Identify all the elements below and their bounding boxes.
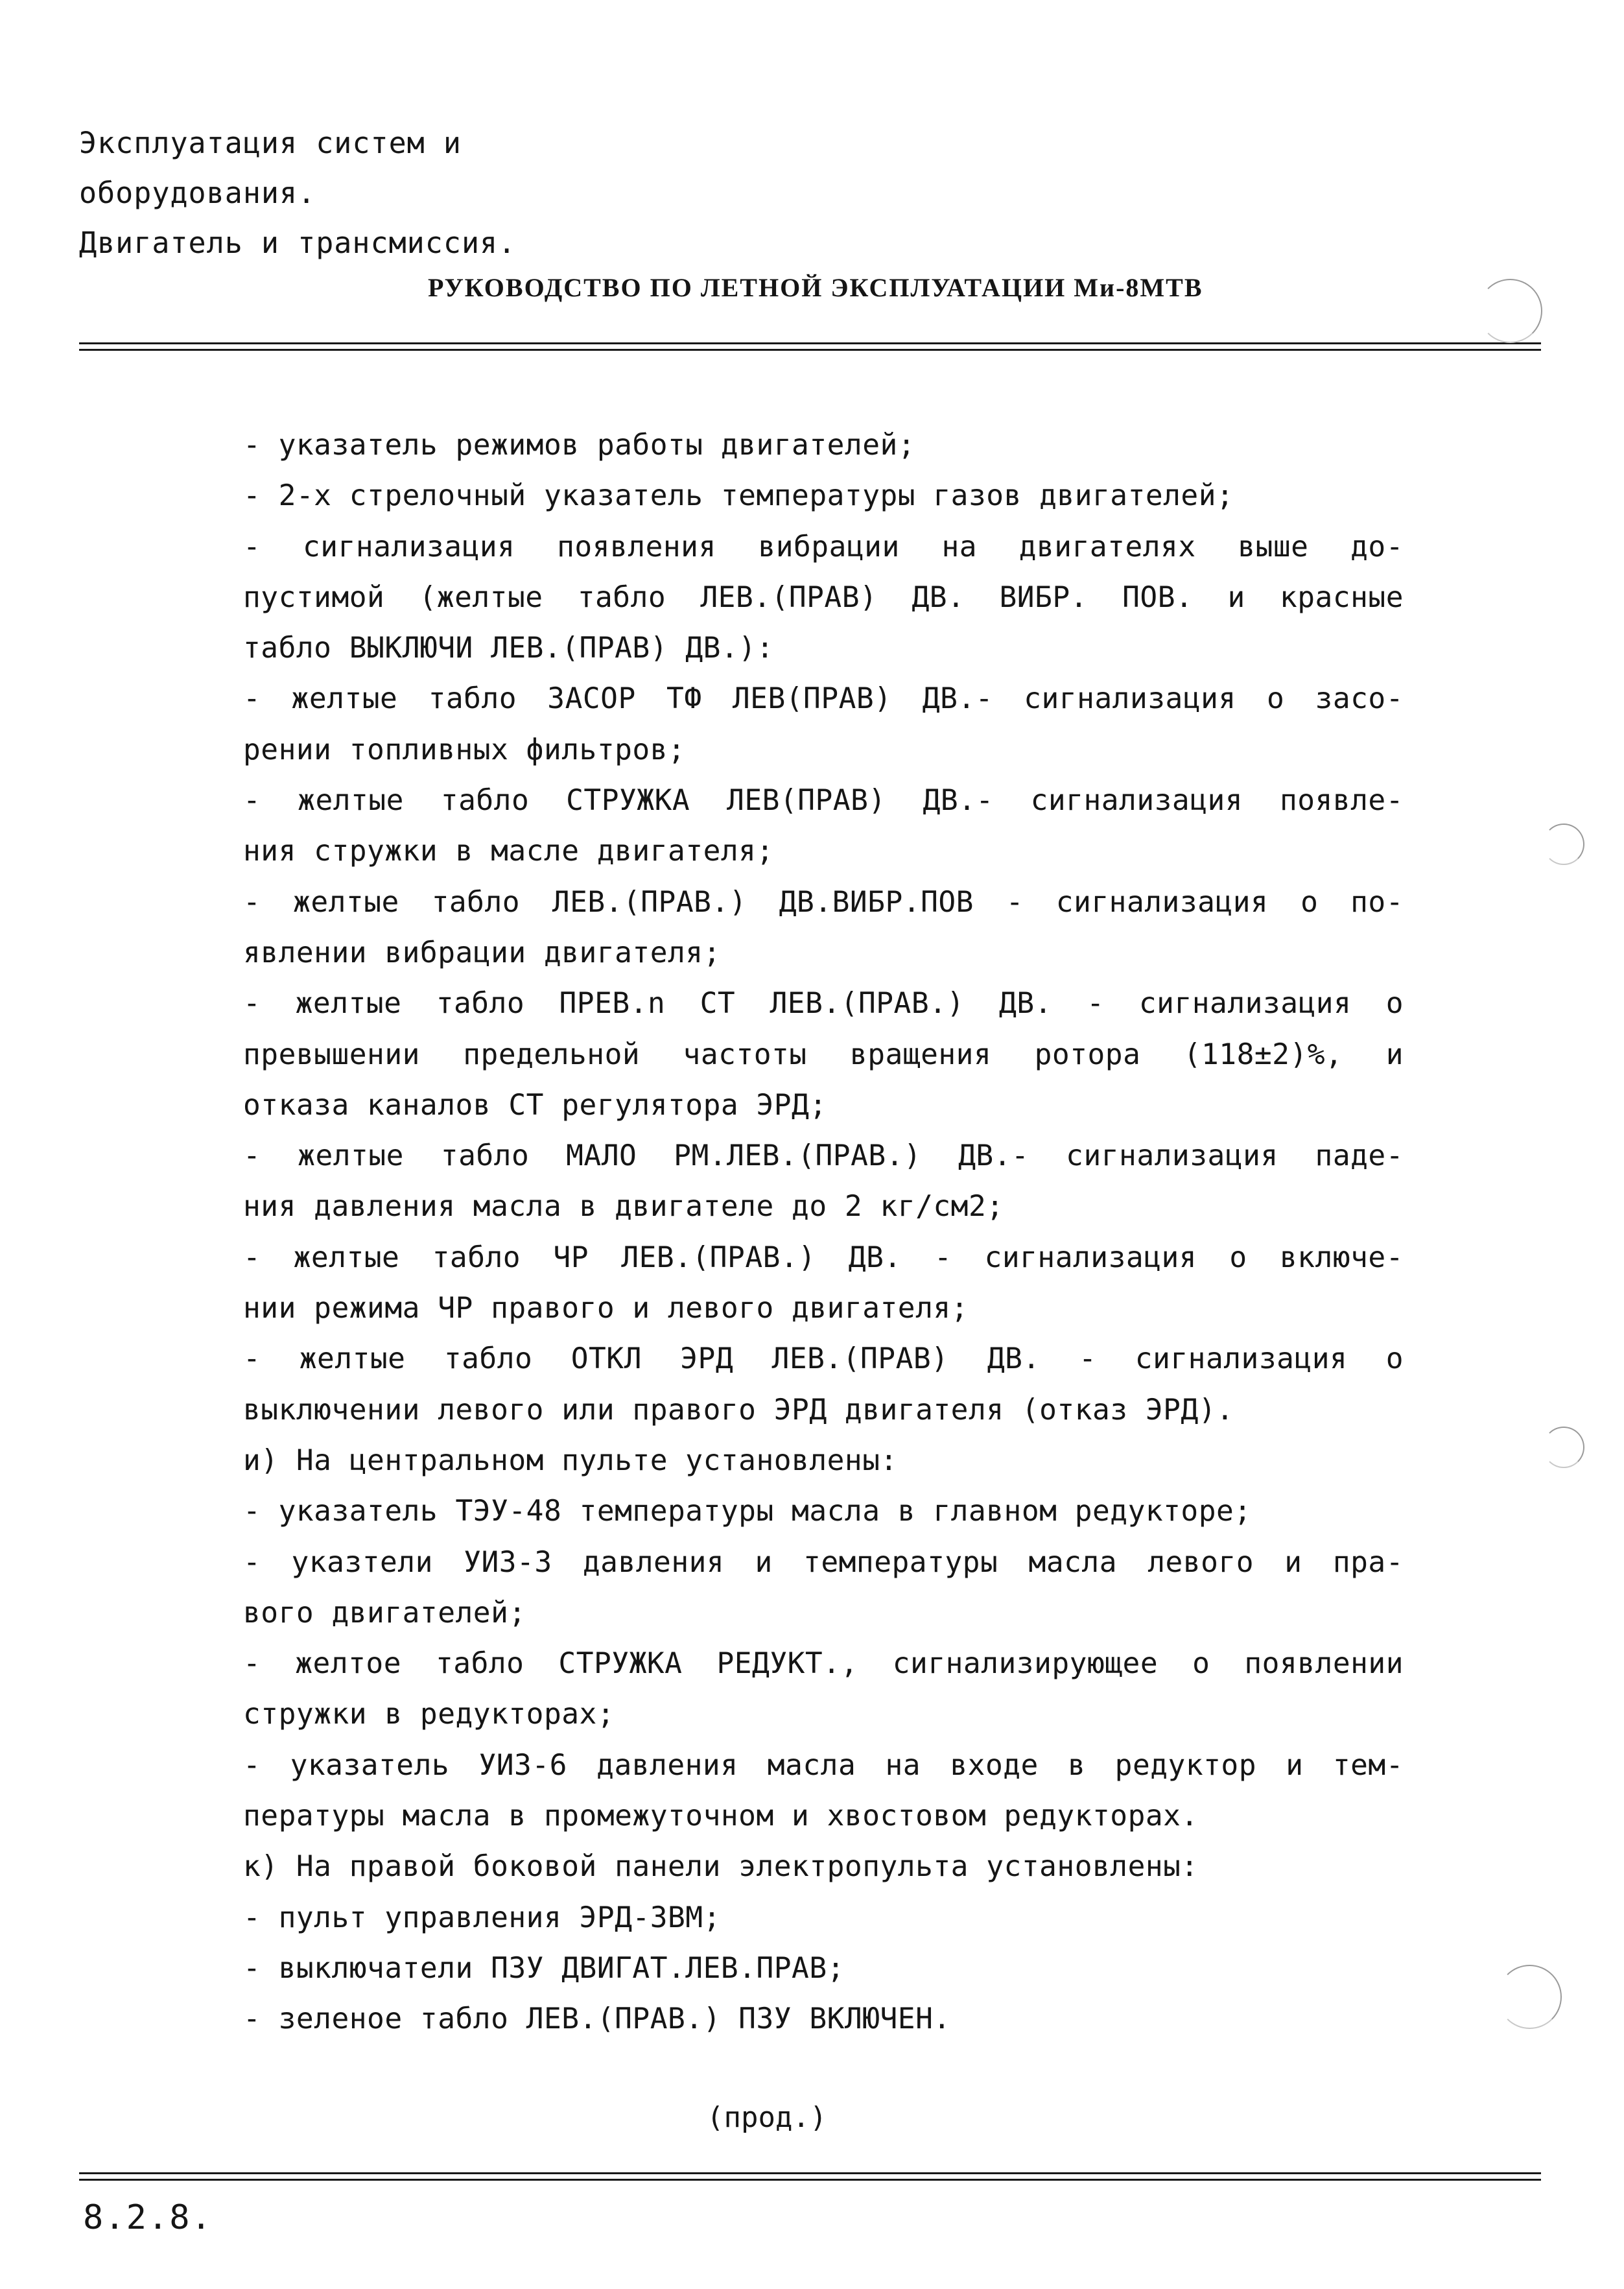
header-rule-bottom	[79, 349, 1541, 351]
section-heading	[79, 118, 516, 268]
footer-rule-top	[79, 2172, 1541, 2174]
footer-rule-bottom	[79, 2179, 1541, 2181]
text-line: ния стружки в масле двигателя;	[243, 835, 774, 868]
text-line: выключении левого или правого ЭРД двигателя (отказ ЭРД).	[243, 1393, 1234, 1427]
punch-hole-mark	[1498, 1965, 1562, 2029]
text-line: и) На центральном пульте установлены:	[243, 1443, 898, 1477]
text-line: - 2-х стрелочный указатель температуры газов двигателей;	[243, 479, 1234, 513]
text-line: превышении предельной частоты вращения ротора (118±2)%, и	[243, 1038, 1404, 1071]
text-line: - желтые табло ОТКЛ ЭРД ЛЕВ.(ПРАВ) ДВ. - сигнализация о	[243, 1342, 1404, 1376]
text-line: - желтые табло МАЛО РМ.ЛЕВ.(ПРАВ.) ДВ.- сигнализация паде-	[243, 1139, 1404, 1173]
header-rule-top	[79, 342, 1541, 344]
text-line: - указатель ТЭУ-48 температуры масла в главном редукторе;	[243, 1495, 1252, 1528]
text-line: стружки в редукторах;	[243, 1698, 615, 1731]
text-line: пературы масла в промежуточном и хвостовом редукторах.	[243, 1799, 1199, 1833]
text-line: пустимой (желтые табло ЛЕВ.(ПРАВ) ДВ. ВИБР. ПОВ. и красные	[243, 580, 1404, 614]
text-line: ния давления масла в двигателе до 2 кг/см2;	[243, 1190, 1004, 1224]
text-line: к) На правой боковой панели электропульта установлены:	[243, 1850, 1199, 1884]
text-line: вого двигателей;	[243, 1596, 526, 1630]
text-line: нии режима ЧР правого и левого двигателя;	[243, 1292, 969, 1325]
text-line: отказа каналов СТ регулятора ЭРД;	[243, 1088, 827, 1122]
text-line: - желтые табло ПРЕВ.n СТ ЛЕВ.(ПРАВ.) ДВ. - сигнализация о	[243, 987, 1404, 1021]
text-line: - желтые табло СТРУЖКА ЛЕВ(ПРАВ) ДВ.- сигнализация появле-	[243, 784, 1404, 818]
text-line: - указатель УИЗ-6 давления масла на входе в редуктор и тем-	[243, 1748, 1404, 1782]
section-heading-line: Двигатель и трансмиссия.	[79, 226, 517, 260]
text-line: - зеленое табло ЛЕВ.(ПРАВ.) ПЗУ ВКЛЮЧЕН.	[243, 2002, 951, 2036]
manual-title: РУКОВОДСТВО ПО ЛЕТНОЙ ЭКСПЛУАТАЦИИ Ми-8МТВ	[428, 273, 1203, 302]
text-line: - выключатели ПЗУ ДВИГАТ.ЛЕВ.ПРАВ;	[243, 1951, 845, 1985]
text-line: - пульт управления ЭРД-3ВМ;	[243, 1901, 721, 1934]
punch-hole-mark	[1478, 279, 1542, 343]
text-line: - указатель режимов работы двигателей;	[243, 429, 916, 462]
punch-hole-mark	[1543, 1427, 1584, 1468]
text-line: - желтое табло СТРУЖКА РЕДУКТ., сигнализирующее о появлении	[243, 1647, 1404, 1681]
text-line: - сигнализация появления вибрации на двигателях выше до-	[243, 530, 1404, 563]
page-number: 8.2.8.	[83, 2198, 213, 2237]
text-line: - указтели УИЗ-3 давления и температуры масла левого и пра-	[243, 1545, 1404, 1579]
section-heading-line: оборудования.	[79, 176, 316, 210]
text-line: - желтые табло ЗАСОР ТФ ЛЕВ(ПРАВ) ДВ.- сигнализация о засо-	[243, 682, 1404, 716]
text-line: - желтые табло ЛЕВ.(ПРАВ.) ДВ.ВИБР.ПОВ - сигнализация о по-	[243, 885, 1404, 919]
section-heading-line: Эксплуатация систем и	[79, 126, 462, 160]
text-line: табло ВЫКЛЮЧИ ЛЕВ.(ПРАВ) ДВ.):	[243, 632, 774, 665]
body-text	[243, 420, 1404, 2045]
text-line: рении топливных фильтров;	[243, 733, 686, 766]
punch-hole-mark	[1543, 824, 1584, 865]
text-line: - желтые табло ЧР ЛЕВ.(ПРАВ.) ДВ. - сигнализация о включе-	[243, 1240, 1404, 1274]
continued-label: (прод.)	[707, 2101, 827, 2134]
text-line: явлении вибрации двигателя;	[243, 936, 721, 969]
